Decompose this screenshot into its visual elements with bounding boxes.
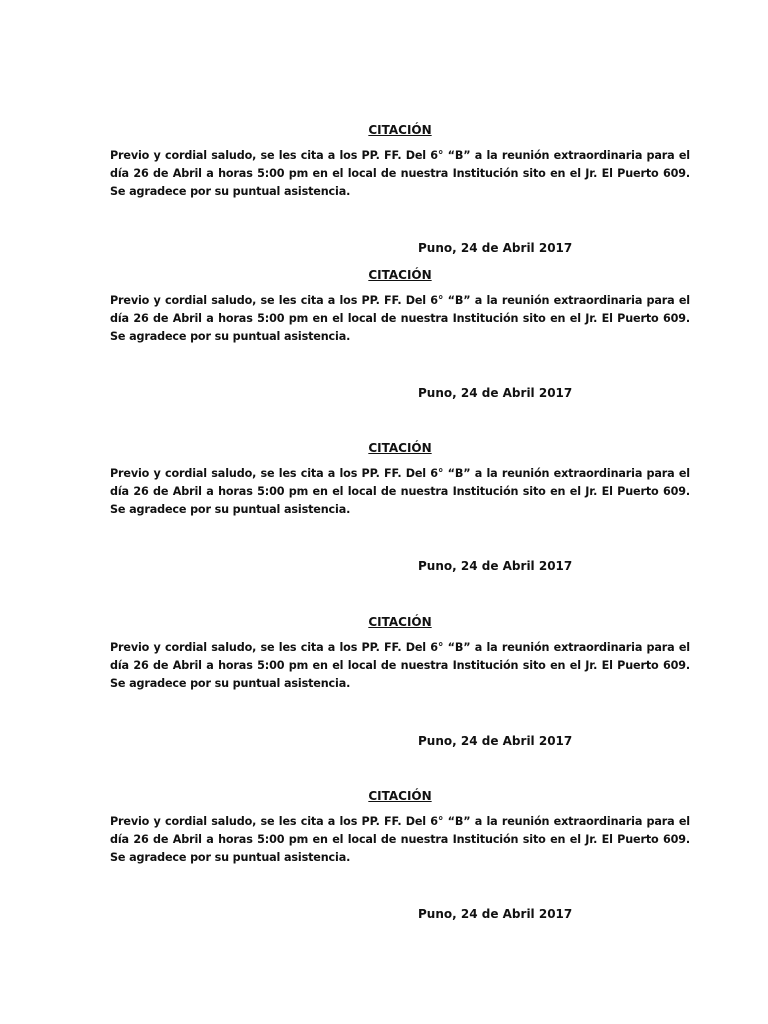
body-line: Se agradece por su puntual asistencia. — [110, 851, 351, 864]
body-line: Se agradece por su puntual asistencia. — [110, 185, 351, 198]
body-line: Se agradece por su puntual asistencia. — [110, 330, 351, 343]
citation-body — [110, 292, 690, 346]
body-line: Previo y cordial saludo, se les cita a los PP. FF. Del 6° “B” a la reunión extraordinaria para el — [110, 815, 690, 828]
citation-title: CITACIÓN — [368, 789, 432, 803]
body-line: Previo y cordial saludo, se les cita a los PP. FF. Del 6° “B” a la reunión extraordinaria para el — [110, 641, 690, 654]
citation-title: CITACIÓN — [368, 615, 432, 629]
place-date: Puno, 24 de Abril 2017 — [418, 241, 573, 255]
body-line: día 26 de Abril a horas 5:00 pm en el local de nuestra Institución sito en el Jr. El Puerto 609. — [110, 833, 690, 846]
place-date: Puno, 24 de Abril 2017 — [418, 907, 573, 921]
body-line: Se agradece por su puntual asistencia. — [110, 503, 351, 516]
citation-title: CITACIÓN — [368, 441, 432, 455]
body-line: día 26 de Abril a horas 5:00 pm en el local de nuestra Institución sito en el Jr. El Puerto 609. — [110, 312, 690, 325]
citation-body — [110, 639, 690, 693]
place-date: Puno, 24 de Abril 2017 — [418, 559, 573, 573]
place-date: Puno, 24 de Abril 2017 — [418, 386, 573, 400]
citation-title: CITACIÓN — [368, 268, 432, 282]
place-date: Puno, 24 de Abril 2017 — [418, 734, 573, 748]
body-line: Previo y cordial saludo, se les cita a los PP. FF. Del 6° “B” a la reunión extraordinaria para el — [110, 149, 690, 162]
body-line: Previo y cordial saludo, se les cita a los PP. FF. Del 6° “B” a la reunión extraordinaria para el — [110, 467, 690, 480]
citation-body — [110, 147, 690, 201]
body-line: Se agradece por su puntual asistencia. — [110, 677, 351, 690]
citation-body — [110, 465, 690, 519]
body-line: día 26 de Abril a horas 5:00 pm en el local de nuestra Institución sito en el Jr. El Puerto 609. — [110, 485, 690, 498]
citation-title: CITACIÓN — [368, 123, 432, 137]
citation-body — [110, 813, 690, 867]
body-line: Previo y cordial saludo, se les cita a los PP. FF. Del 6° “B” a la reunión extraordinaria para el — [110, 294, 690, 307]
body-line: día 26 de Abril a horas 5:00 pm en el local de nuestra Institución sito en el Jr. El Puerto 609. — [110, 659, 690, 672]
body-line: día 26 de Abril a horas 5:00 pm en el local de nuestra Institución sito en el Jr. El Puerto 609. — [110, 167, 690, 180]
